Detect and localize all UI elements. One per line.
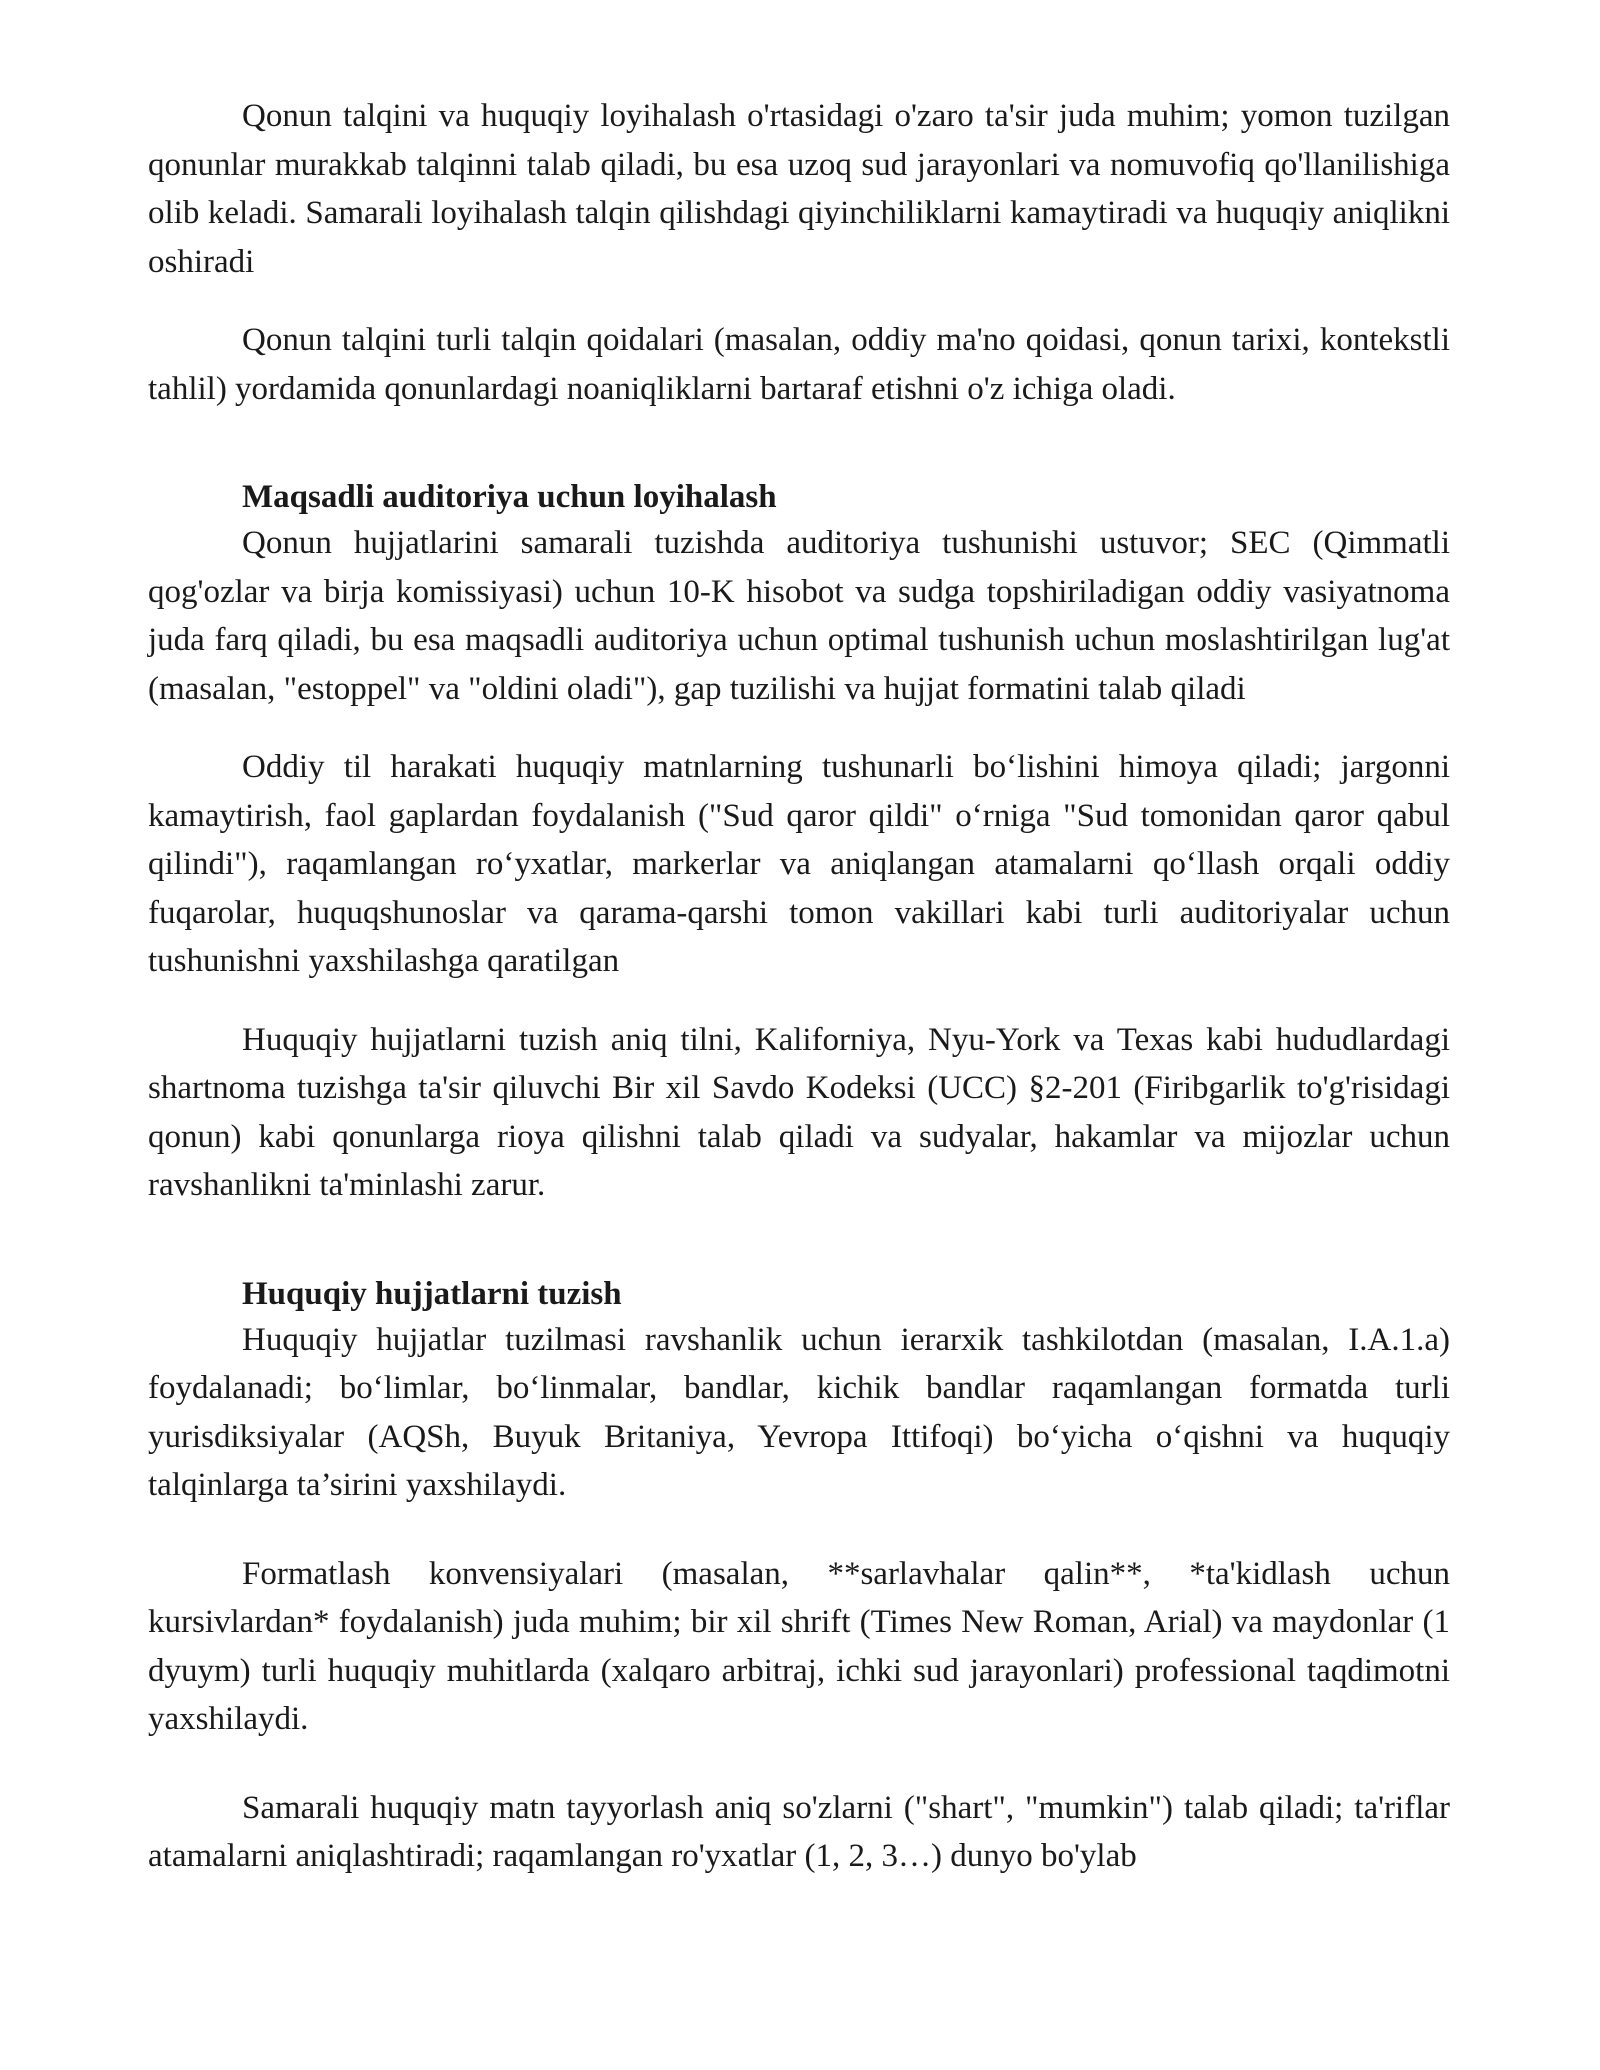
- paragraph-hierarchical-structure: Huquqiy hujjatlar tuzilmasi ravshanlik uchun ierarxik tashkilotdan (masalan, I.A.1.a) foydalanadi; bo‘limlar, bo‘linmalar, bandlar, kichik bandlar raqamlangan formatda turli yurisdiksiyalar (AQSh, Buyuk Britaniya, Yevropa Ittifoqi) bo‘yicha o‘qishni va huquqiy talqinlarga ta’sirini yaxshilaydi.: [148, 1321, 1450, 1503]
- paragraph-precise-wording: Samarali huquqiy matn tayyorlash aniq so'zlarni ("shart", "mumkin") talab qiladi; ta'riflar atamalarni aniqlashtiradi; raqamlangan ro'yxatlar (1, 2, 3…) dunyo bo'ylab: [148, 1789, 1450, 1874]
- heading-legal-drafting: Huquqiy hujjatlarni tuzish: [242, 1275, 622, 1312]
- paragraph-formatting-conventions: Formatlash konvensiyalari (masalan, **sarlavhalar qalin**, *ta'kidlash uchun kursivlardan* foydalanish) juda muhim; bir xil shrift (Times New Roman, Arial) va maydonlar (1 dyuym) turli huquqiy muhitlarda (xalqaro arbitraj, ichki sud jarayonlari) professional taqdimotni yaxshilaydi.: [148, 1555, 1450, 1737]
- heading-target-audience: Maqsadli auditoriya uchun loyihalash: [242, 479, 777, 515]
- paragraph-ucc-compliance: Huquqiy hujjatlarni tuzish aniq tilni, Kaliforniya, Nyu-York va Texas kabi hududlardagi shartnoma tuzishga ta'sir qiluvchi Bir xil Savdo Kodeksi (UCC) §2-201 (Firibgarlik to'g'risidagi qonun) kabi qonunlarga rioya qilishni talab qiladi va sudyalar, hakamlar va mijozlar uchun ravshanlikni ta'minlashi zarur.: [148, 1021, 1450, 1203]
- paragraph-plain-language: Oddiy til harakati huquqiy matnlarning tushunarli bo‘lishini himoya qiladi; jargonni kamaytirish, faol gaplardan foydalanish ("Sud qaror qildi" o‘rniga "Sud tomonidan qaror qabul qilindi"), raqamlangan ro‘yxatlar, markerlar va aniqlangan atamalarni qo‘llash orqali oddiy fuqarolar, huquqshunoslar va qarama-qarshi tomon vakillari kabi turli auditoriyalar uchun tushunishni yaxshilashga qaratilgan: [148, 749, 1450, 979]
- paragraph-audience-understanding: Qonun hujjatlarini samarali tuzishda auditoriya tushunishi ustuvor; SEC (Qimmatli qog'ozlar va birja komissiyasi) uchun 10-K hisobot va sudga topshiriladigan oddiy vasiyatnoma juda farq qiladi, bu esa maqsadli auditoriya uchun optimal tushunish uchun moslashtirilgan lug'at (masalan, "estoppel" va "oldini oladi"), gap tuzilishi va hujjat formatini talab qiladi: [148, 525, 1450, 707]
- paragraph-interpretation-drafting: Qonun talqini va huquqiy loyihalash o'rtasidagi o'zaro ta'sir juda muhim; yomon tuzilgan qonunlar murakkab talqinni talab qiladi, bu esa uzoq sud jarayonlari va nomuvofiq qo'llanilishiga olib keladi. Samarali loyihalash talqin qilishdagi qiyinchiliklarni kamaytiradi va huquqiy aniqlikni oshiradi: [148, 98, 1450, 280]
- paragraph-interpretation-rules: Qonun talqini turli talqin qoidalari (masalan, oddiy ma'no qoidasi, qonun tarixi, kontekstli tahlil) yordamida qonunlardagi noaniqliklarni bartaraf etishni o'z ichiga oladi.: [148, 322, 1450, 407]
- document-page: [148, 92, 1450, 1881]
